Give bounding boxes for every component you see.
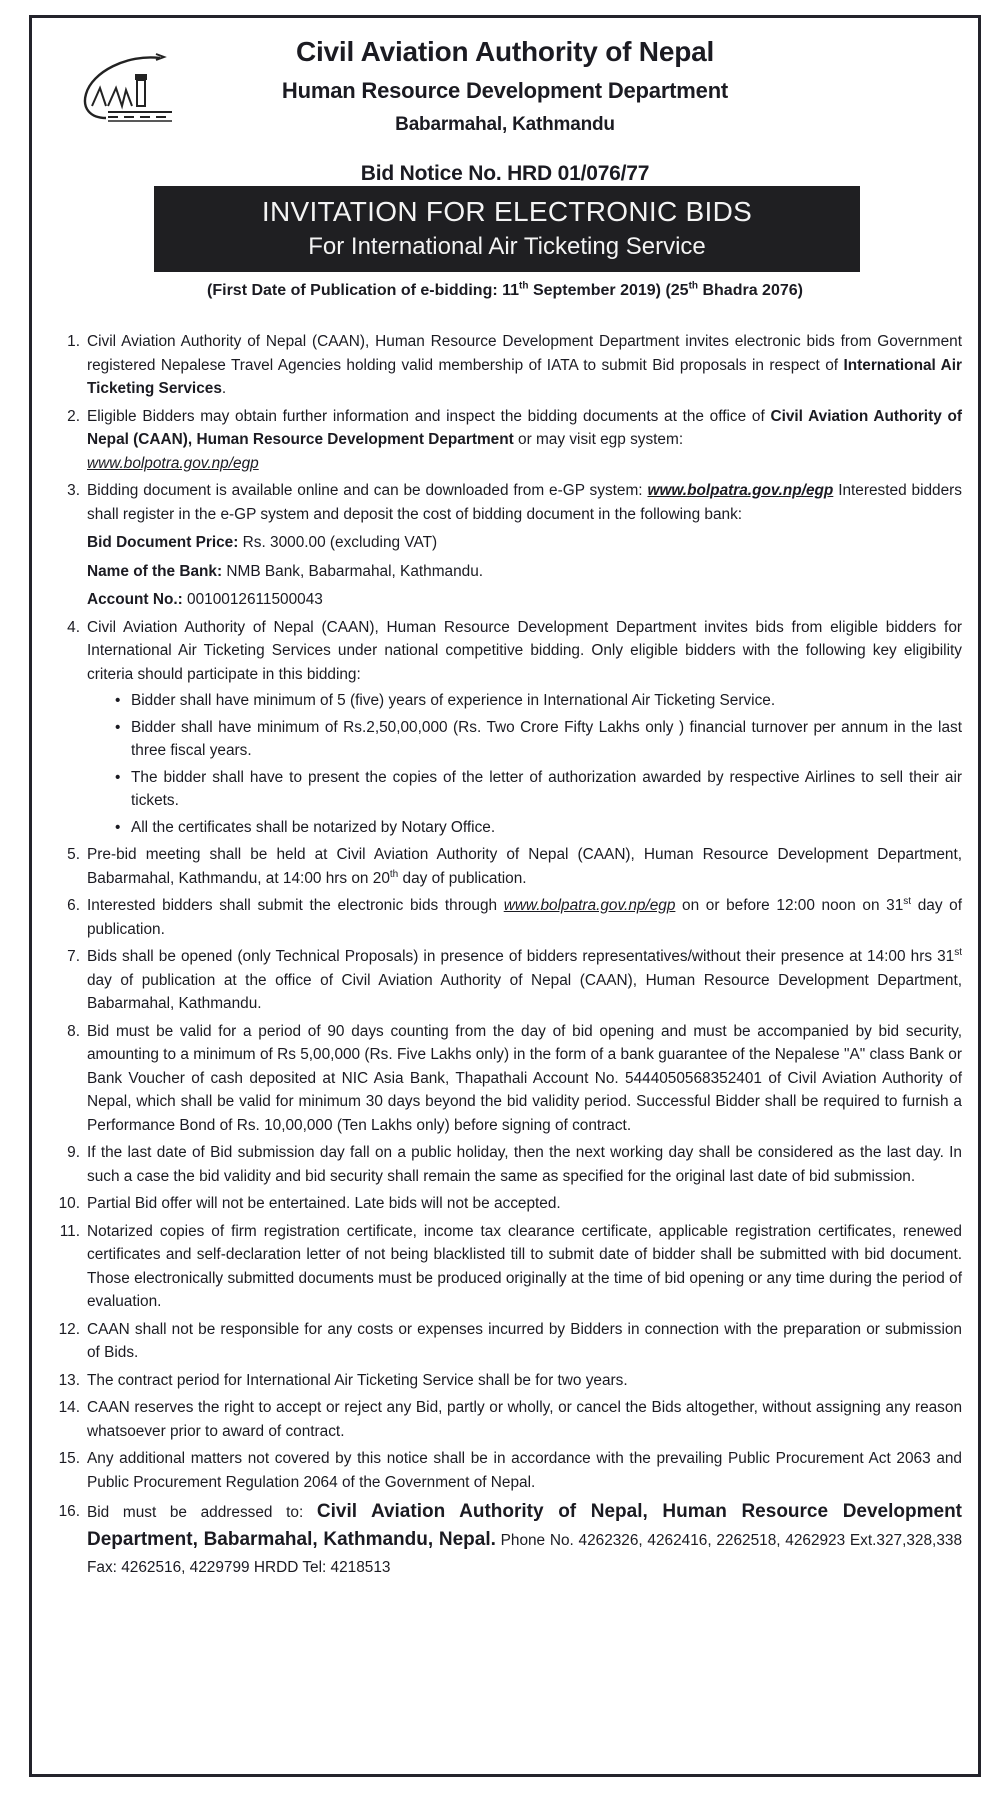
eligibility-criterion: • Bidder shall have minimum of 5 (five) years of experience in International Air Ticketing Service. [111, 689, 962, 713]
egp-link[interactable]: www.bolpotra.gov.np/egp [87, 454, 259, 472]
contact-numbers: Phone No. 4262326, 4262416, 2262518, 4262923 Ext.327,328,338 Fax: 4262516, 4229799 HRDD Tel: 4218513 [87, 1532, 963, 1576]
egp-link[interactable]: www.bolpatra.gov.np/egp [503, 897, 676, 914]
organization-name: Civil Aviation Authority of Nepal [295, 36, 715, 67]
banner-subtitle: For International Air Ticketing Service [308, 233, 706, 260]
eligibility-criterion: • Bidder shall have minimum of Rs.2,50,00,000 (Rs. Two Crore Fifty Lakhs only ) financial turnover per annum in the last three fiscal years. [111, 716, 962, 763]
clause-2: 2. Eligible Bidders may obtain further information and inspect the bidding documents at the office of Civil Aviation Authority of Nepal (CAAN), Human Resource Development Department or may visit egp system: www.bolpotra.gov.np/egp [67, 407, 963, 472]
eligibility-criterion: • The bidder shall have to present the copies of the letter of authorization awarded by respective Airlines to sell their air tickets. [111, 766, 962, 813]
bid-notice-number: Bid Notice No. HRD 01/076/77 [360, 162, 650, 185]
department-name: Human Resource Development Department [281, 78, 729, 103]
clause-9: 9. If the last date of Bid submission day fall on a public holiday, then the next working day shall be considered as the last day. In such a case the bid validity and bid security shall remain the same as specified for the original last date of bid submission. [67, 1144, 962, 1185]
notice-clauses [42, 330, 962, 1585]
clause-7: 7. Bids shall be opened (only Technical Proposals) in presence of bidders representatives/without their presence at 14:00 hrs 31st day of publication at the office of Civil Aviation Authority of Nepal (CAAN), Human Resource Development Department, Babarmahal, Kathmandu. [67, 946, 962, 1012]
banner-title: INVITATION FOR ELECTRONIC BIDS [261, 196, 753, 227]
clause-5: 5. Pre-bid meeting shall be held at Civil Aviation Authority of Nepal (CAAN), Human Resource Development Department, Babarmahal, Kathmandu, at 14:00 hrs on 20th day of publication. [67, 846, 962, 887]
account-number: Account No.: 0010012611500043 [87, 591, 323, 608]
clause-12: 12. CAAN shall not be responsible for any costs or expenses incurred by Bidders in connection with the preparation or submission of Bids. [58, 1320, 962, 1361]
clause-15: 15. Any additional matters not covered by this notice shall be in accordance with the prevailing Public Procurement Act 2063 and Public Procurement Regulation 2064 of the Government of Nepal. [58, 1450, 962, 1491]
bid-document-price: Bid Document Price: Rs. 3000.00 (excluding VAT) [87, 534, 438, 551]
publication-date: (First Date of Publication of e-bidding: 11th September 2019) (25th Bhadra 2076) [207, 280, 803, 299]
clause-6: 6. Interested bidders shall submit the electronic bids through www.bolpatra.gov.np/egp on or before 12:00 noon on 31st day of publication. [67, 895, 963, 938]
bid-address: Civil Aviation Authority of Nepal, Human Resource Development Department, Babarmahal, Kathmandu, Nepal. [87, 1501, 962, 1550]
clause-14: 14. CAAN reserves the right to accept or reject any Bid, partly or wholly, or cancel the Bids altogether, without assigning any reason whatsoever prior to award of contract. [58, 1399, 962, 1440]
clause-11: 11. Notarized copies of firm registration certificate, income tax clearance certificate, applicable registration certificates, renewed certificates and self-declaration letter of not being blacklisted till to submit date of bidder shall be submitted with bid document. Those electronically submitted documents must be produced originally at the time of bid opening or any time during the period of evaluation. [59, 1222, 962, 1310]
notice-frame [29, 15, 981, 1777]
clause-4: 4. Civil Aviation Authority of Nepal (CAAN), Human Resource Development Department invites bids from eligible bidders for International Air Ticketing Services under national competitive bidding. Only eligible bidders with the following key eligibility criteria should participate in this bidding: • Bidder shall have minimum of 5 (five) years of experience in International Air Ticketing Service. • Bidder shall have minimum of Rs.2,50,00,000 (Rs. Two Crore Fifty Lakhs only ) financial turnover per annum in the last three fiscal years. • The bidder shall have to present the copies of the letter of authorization awarded by respective Airlines to sell their air tickets. • All the certificates shall be notarized by Notary Office. [42, 616, 962, 840]
clause-13: 13. The contract period for International Air Ticketing Service shall be for two years. [58, 1371, 628, 1389]
bank-name: Name of the Bank: NMB Bank, Babarmahal, Kathmandu. [87, 562, 484, 580]
egp-link[interactable]: www.bolpatra.gov.np/egp [647, 482, 834, 499]
title-banner [154, 186, 860, 272]
clause-10: 10. Partial Bid offer will not be entertained. Late bids will not be accepted. [58, 1195, 561, 1212]
clause-1: 1. Civil Aviation Authority of Nepal (CAAN), Human Resource Development Department invites electronic bids from Government registered Nepalese Travel Agencies holding valid membership of IATA to submit Bid proposals in respect of International Air Ticketing Services. [67, 333, 963, 397]
clause-3: 3. Bidding document is available online and can be downloaded from e-GP system: www.bolpatra.gov.np/egp Interested bidders shall register in the e-GP system and deposit the cost of bidding document in the following bank: Bid Document Price: Rs. 3000.00 (excluding VAT) Name of the Bank: NMB Bank, Babarmahal, Kathmandu. Account No.: 0010012611500043 [42, 479, 962, 612]
eligibility-criterion: • All the certificates shall be notarized by Notary Office. [111, 816, 962, 840]
clause-16: 16. Bid must be addressed to: Civil Aviation Authority of Nepal, Human Resource Development Department, Babarmahal, Kathmandu, Nepal. Phone No. 4262326, 4262416, 2262518, 4262923 Ext.327,328,338 Fax: 4262516, 4229799 HRDD Tel: 4218513 [58, 1501, 963, 1576]
clause-8: 8. Bid must be valid for a period of 90 days counting from the day of bid opening and must be accompanied by bid security, amounting to a minimum of Rs 5,00,000 (Rs. Five Lakhs only) in the form of a bank guarantee of the Nepalese "A" class Bank or Bank Voucher of cash deposited at NIC Asia Bank, Thapathali Account No. 5444050568352401 of Civil Aviation Authority of Nepal, which shall be valid for minimum 30 days beyond the bid validity period. Successful Bidder shall be required to furnish a Performance Bond of Rs. 10,00,000 (Ten Lakhs only) before signing of contract. [67, 1022, 962, 1134]
department-address: Babarmahal, Kathmandu [395, 114, 615, 135]
